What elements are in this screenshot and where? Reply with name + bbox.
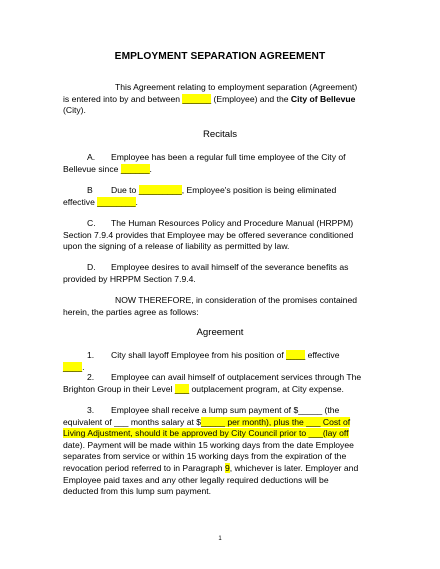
recital-a-end: . xyxy=(149,163,152,174)
item-3-number: 3. xyxy=(87,405,95,415)
paragraph-reference: 9 xyxy=(224,462,230,473)
item-1-number: 1. xyxy=(87,350,95,360)
recital-b-text: , Employee's position is being eliminated effective xyxy=(63,185,337,207)
cola-highlight: _____ per month), plus the ___ Cost of Living Adjustment, should it be approved by City Council prior to ___(lay off xyxy=(63,416,351,439)
page-number: 1 xyxy=(218,536,222,542)
recital-b-end: . xyxy=(135,196,138,207)
item-3-text-c: , whichever is later. Employer and Employee paid taxes and any other legally required deductions will be deducted from this lump sum payment. xyxy=(63,462,359,497)
item-2-text: Employee can avail himself of outplacement services through The Brighton Group in their Level xyxy=(63,372,362,394)
recital-b-letter: B xyxy=(87,185,93,195)
level-blank: ___ xyxy=(174,383,190,394)
intro-text-c: (City). xyxy=(63,105,86,116)
reason-blank: _________ xyxy=(138,185,182,195)
recital-a-text: Employee has been a regular full time employee of the City of Bellevue since xyxy=(63,152,346,174)
city-name: City of Bellevue xyxy=(290,93,356,104)
item-1-text: City shall layoff Employee from his position of xyxy=(111,350,287,360)
hire-date-blank: ______ xyxy=(120,163,150,174)
item-2-number: 2. xyxy=(87,372,95,382)
recital-a-letter: A. xyxy=(87,152,96,162)
intro-text-b: (Employee) and the xyxy=(211,93,291,104)
recital-b xyxy=(63,185,363,208)
item-3-text-b: date). Payment will be made within 15 working days from the date Employee separates from service or within 15 working days from the expiration of the revocation period referred to in Paragraph xyxy=(63,439,354,473)
recital-b-due: Due to xyxy=(111,185,139,195)
agreement-item-2 xyxy=(63,372,363,395)
recital-d-letter: D. xyxy=(87,262,96,272)
recital-c-letter: C. xyxy=(87,218,96,228)
position-blank: ____ xyxy=(286,350,306,360)
agreement-heading: Agreement xyxy=(196,327,244,338)
layoff-date-blank: ____ xyxy=(63,361,83,372)
item-2-end: outplacement program, at City expense. xyxy=(189,383,344,394)
item-1-mid: effective xyxy=(305,350,340,360)
item-3-text-a: Employee shall receive a lump sum payment of $_____ (the equivalent of ___ months salary at $ xyxy=(63,405,340,427)
employee-name-blank: ______ xyxy=(182,93,212,104)
document-title: EMPLOYMENT SEPARATION AGREEMENT xyxy=(114,51,326,62)
agreement-item-1 xyxy=(63,350,363,373)
item-1-end: . xyxy=(82,361,85,372)
recital-c xyxy=(63,218,363,253)
recital-d xyxy=(63,262,363,285)
recital-a xyxy=(63,152,363,175)
recital-c-text: The Human Resources Policy and Procedure Manual (HRPPM) Section 7.9.4 provides that Employee may be offered severance conditioned upon the signing of a release of liability as permitted by law. xyxy=(63,218,354,252)
now-therefore-paragraph xyxy=(63,295,363,318)
now-therefore-text: NOW THEREFORE, in consideration of the promises contained herein, the parties agree as follows: xyxy=(63,295,357,317)
intro-text-a: This Agreement relating to employment separation (Agreement) is entered into by and between xyxy=(63,82,358,104)
recitals-heading: Recitals xyxy=(202,129,238,140)
intro-paragraph xyxy=(63,82,363,117)
recital-d-text: Employee desires to avail himself of the severance benefits as provided by HRPPM Section 7.9.4. xyxy=(63,262,349,284)
agreement-item-3 xyxy=(63,405,363,498)
effective-date-blank: ________ xyxy=(97,196,136,207)
